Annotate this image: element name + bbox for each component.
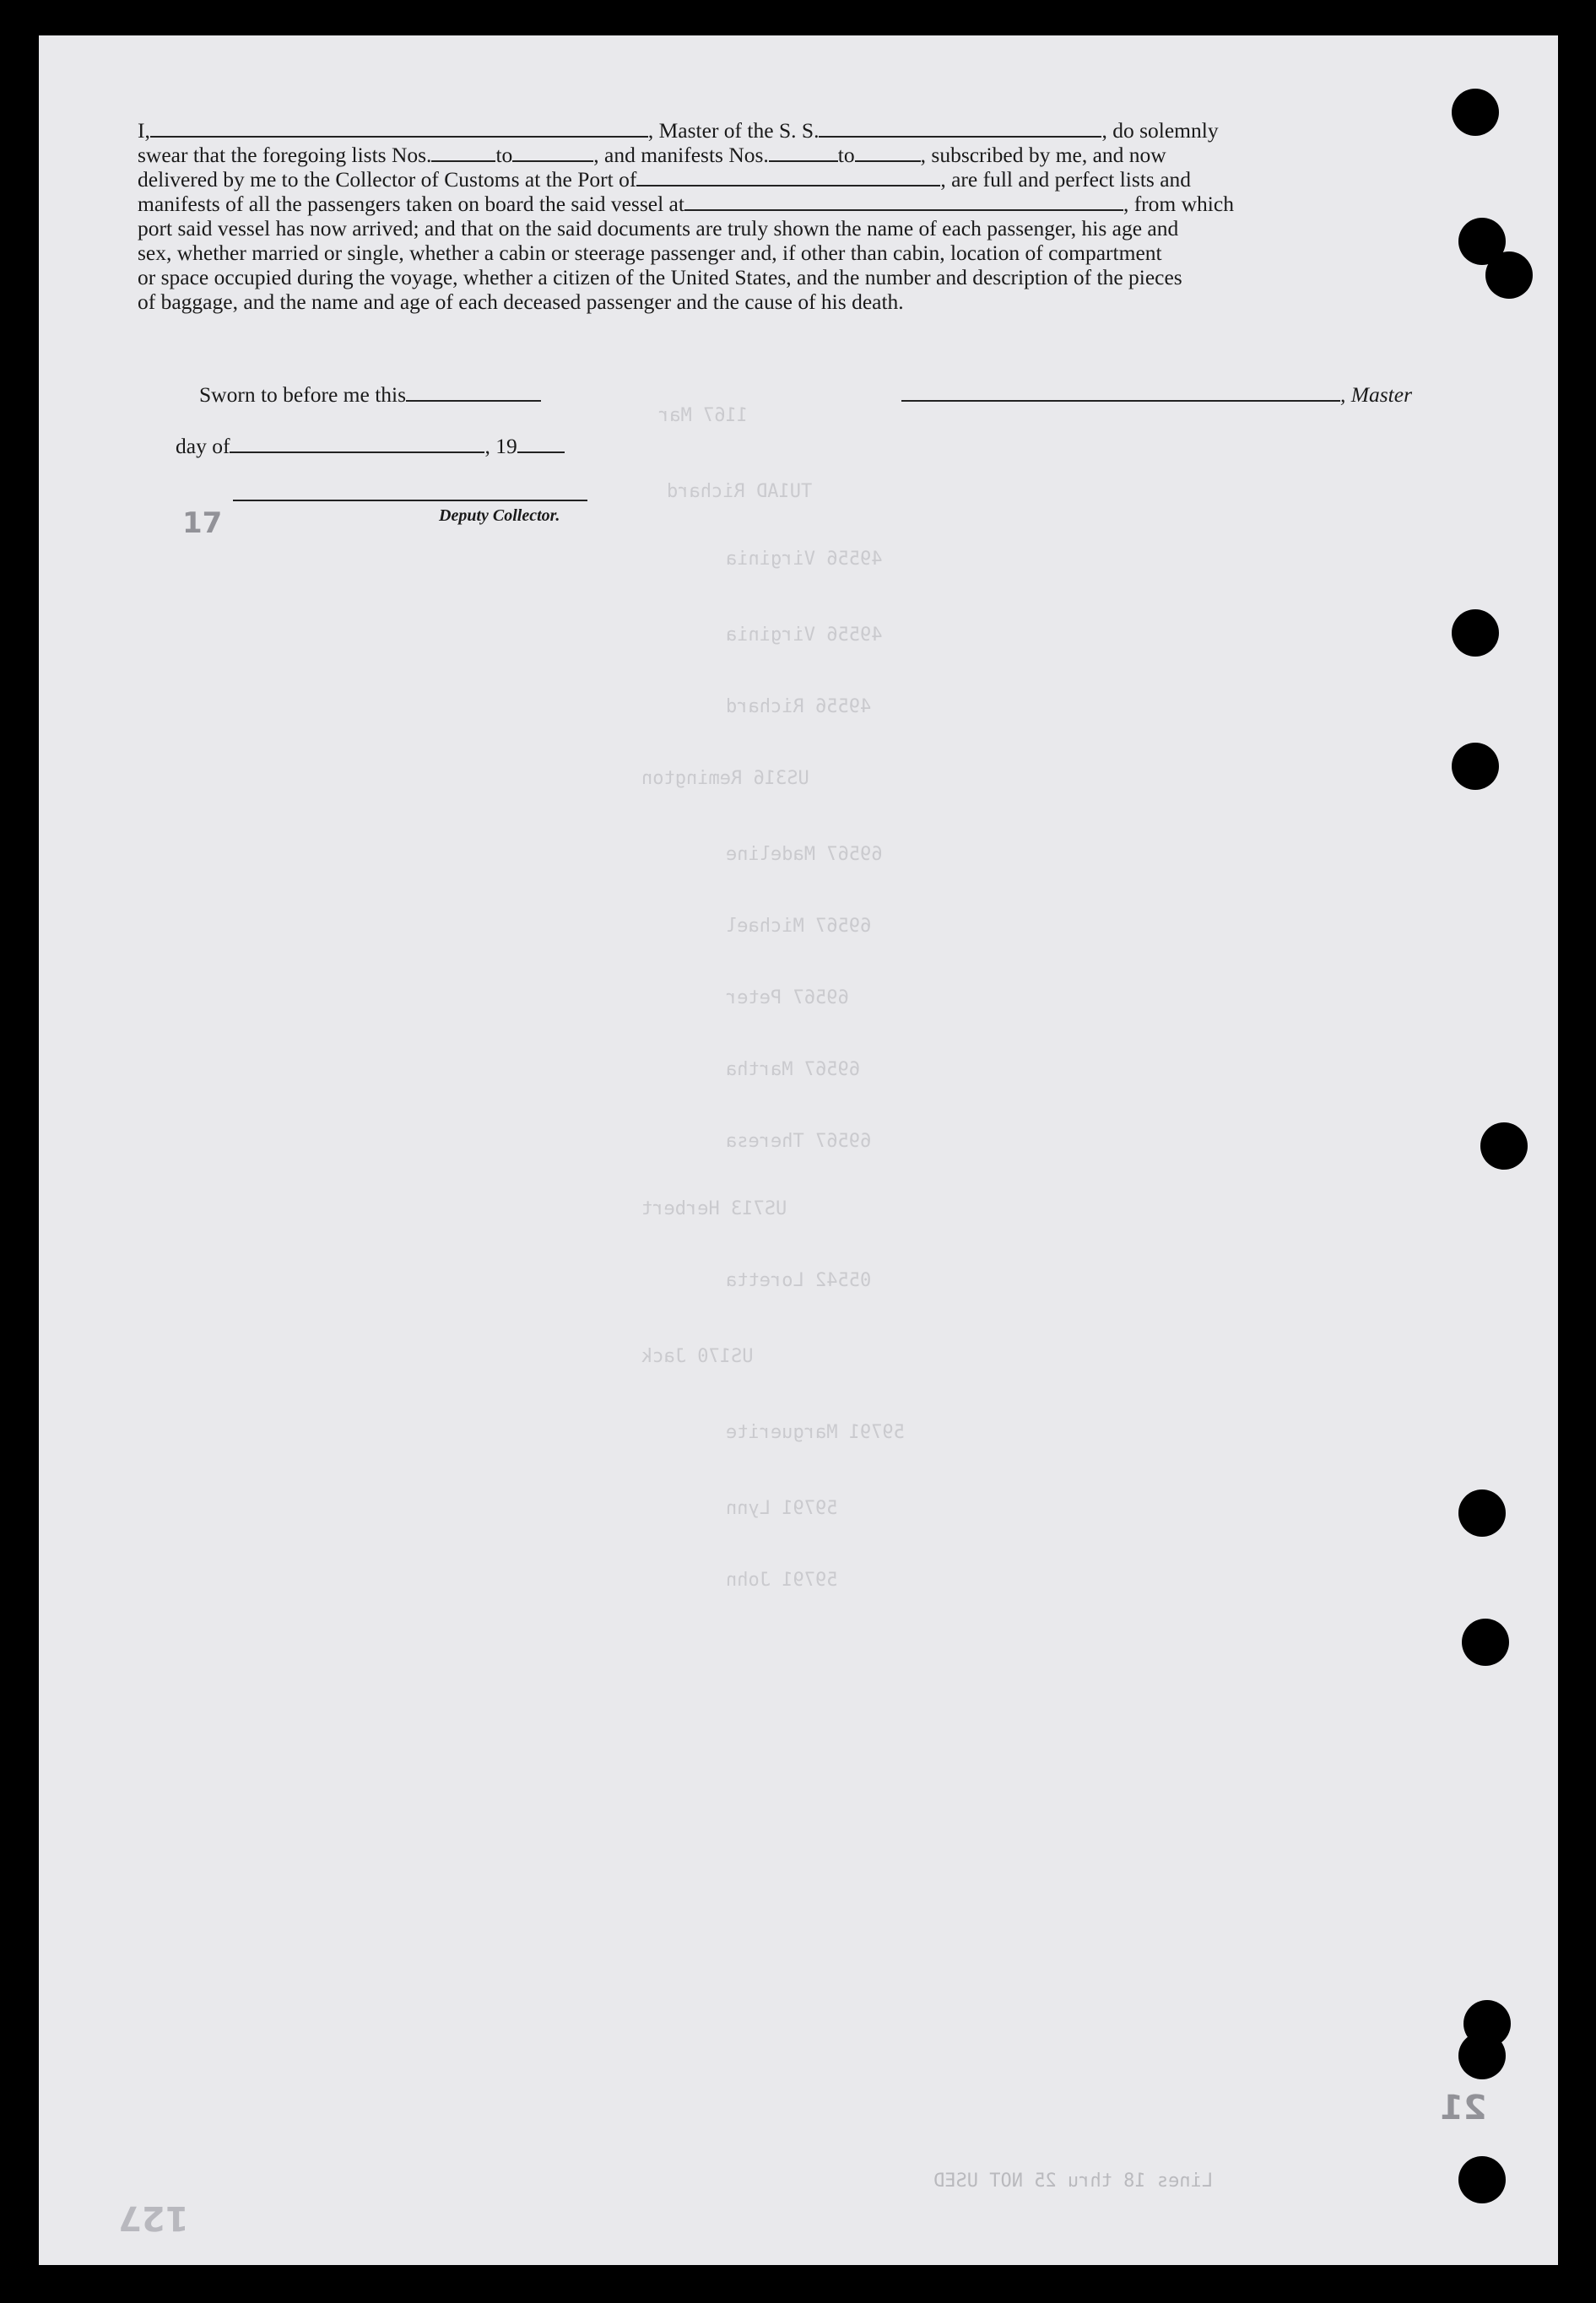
oath-line-3 [138, 167, 1426, 192]
bleed-row: 1167 Mar [658, 405, 748, 426]
oath-line-7: or space occupied during the voyage, whether a citizen of the United States, and the number and description of the pieces [138, 265, 1182, 289]
deputy-collector-label: Deputy Collector. [439, 506, 560, 525]
year-label: , 19 [484, 434, 517, 458]
bleed-row: 49556 Richard [726, 696, 872, 717]
bleed-row: 69567 Michael [726, 916, 872, 937]
oath-line-5: port said vessel has now arrived; and that on the said documents are truly shown the name of each passenger, his age and [138, 216, 1179, 241]
sworn-row [199, 382, 541, 408]
bleed-row: 69567 Martha [726, 1059, 860, 1080]
punch-hole [1462, 1619, 1509, 1666]
bleed-row: 69567 Theresa [726, 1131, 872, 1152]
departure-port-blank [684, 192, 1123, 211]
deputy-signature-line [233, 500, 587, 501]
oath-line-6: sex, whether married or single, whether a cabin or steerage passenger and, if other than cabin, location of compartment [138, 241, 1162, 265]
sworn-label: Sworn to before me this [199, 382, 407, 407]
bleed-row: 59791 John [726, 1570, 838, 1591]
punch-hole [1458, 2032, 1506, 2079]
vessel-name-blank [819, 119, 1101, 138]
margin-pencil-mark: 17 [182, 506, 223, 540]
month-blank [230, 435, 484, 453]
bleed-row: 69567 Peter [726, 987, 849, 1008]
bleed-row: 49556 Virginia [726, 624, 883, 646]
lists-to-blank [512, 143, 593, 162]
oath-text-to-1: to [495, 143, 513, 167]
oath-text-full-perfect: , are full and perfect lists and [940, 167, 1192, 192]
punch-hole [1452, 743, 1499, 790]
punch-hole [1480, 1122, 1528, 1170]
oath-text-taken-on-board: manifests of all the passengers taken on board the said vessel at [138, 192, 684, 216]
oath-line-8: of baggage, and the name and age of each deceased passenger and the cause of his death. [138, 289, 904, 314]
page-number-reversed: 21 [1440, 2089, 1487, 2127]
oath-line-4 [138, 192, 1426, 216]
sworn-day-blank [406, 383, 541, 402]
oath-text-from-which: , from which [1123, 192, 1234, 216]
oath-text-port-of: delivered by me to the Collector of Customs at the Port of [138, 167, 637, 192]
oath-text-to-2: to [837, 143, 855, 167]
bleed-row: 49556 Virginia [726, 549, 883, 570]
bleed-row: 05542 Loretta [726, 1270, 872, 1291]
punch-hole [1452, 609, 1499, 657]
port-blank [636, 168, 940, 187]
bleed-row: 59791 Marguerite [726, 1422, 905, 1443]
master-signature-row [901, 382, 1412, 408]
year-blank [517, 435, 565, 453]
oath-paragraph [138, 118, 1426, 314]
bleed-row: US170 Jack [641, 1346, 754, 1367]
punch-hole [1452, 89, 1499, 136]
bleed-row: US316 Remington [641, 768, 809, 789]
oath-line-1 [138, 118, 1426, 143]
day-of-label: day of [176, 434, 230, 458]
day-of-row [176, 434, 565, 459]
oath-text-subscribed: , subscribed by me, and now [920, 143, 1166, 167]
manifests-to-blank [855, 143, 921, 162]
bleed-row: TU1AD Richard [667, 481, 813, 502]
oath-text-master-of: , Master of the S. S. [647, 118, 820, 143]
footer-bleed-text: Lines 18 thru 25 NOT USED [933, 2171, 1214, 2192]
punch-hole [1458, 2156, 1506, 2203]
stamped-number-bleed: 127 [118, 2198, 189, 2237]
master-name-blank [150, 119, 648, 138]
oath-text-i: I, [138, 118, 150, 143]
oath-text-solemnly: , do solemnly [1101, 118, 1219, 143]
punch-hole [1485, 251, 1533, 299]
oath-text-manifests-nos: , and manifests Nos. [593, 143, 769, 167]
punch-hole [1458, 1489, 1506, 1537]
bleed-row: 69567 Madeline [726, 844, 883, 865]
master-label: , Master [1340, 382, 1412, 407]
lists-from-blank [431, 143, 495, 162]
bleed-row: 59791 Lynn [726, 1498, 838, 1519]
oath-line-2 [138, 143, 1426, 167]
oath-text-lists-nos: swear that the foregoing lists Nos. [138, 143, 432, 167]
manifests-from-blank [769, 143, 838, 162]
bleed-row: US713 Herbert [641, 1198, 787, 1219]
master-signature-blank [901, 383, 1340, 402]
